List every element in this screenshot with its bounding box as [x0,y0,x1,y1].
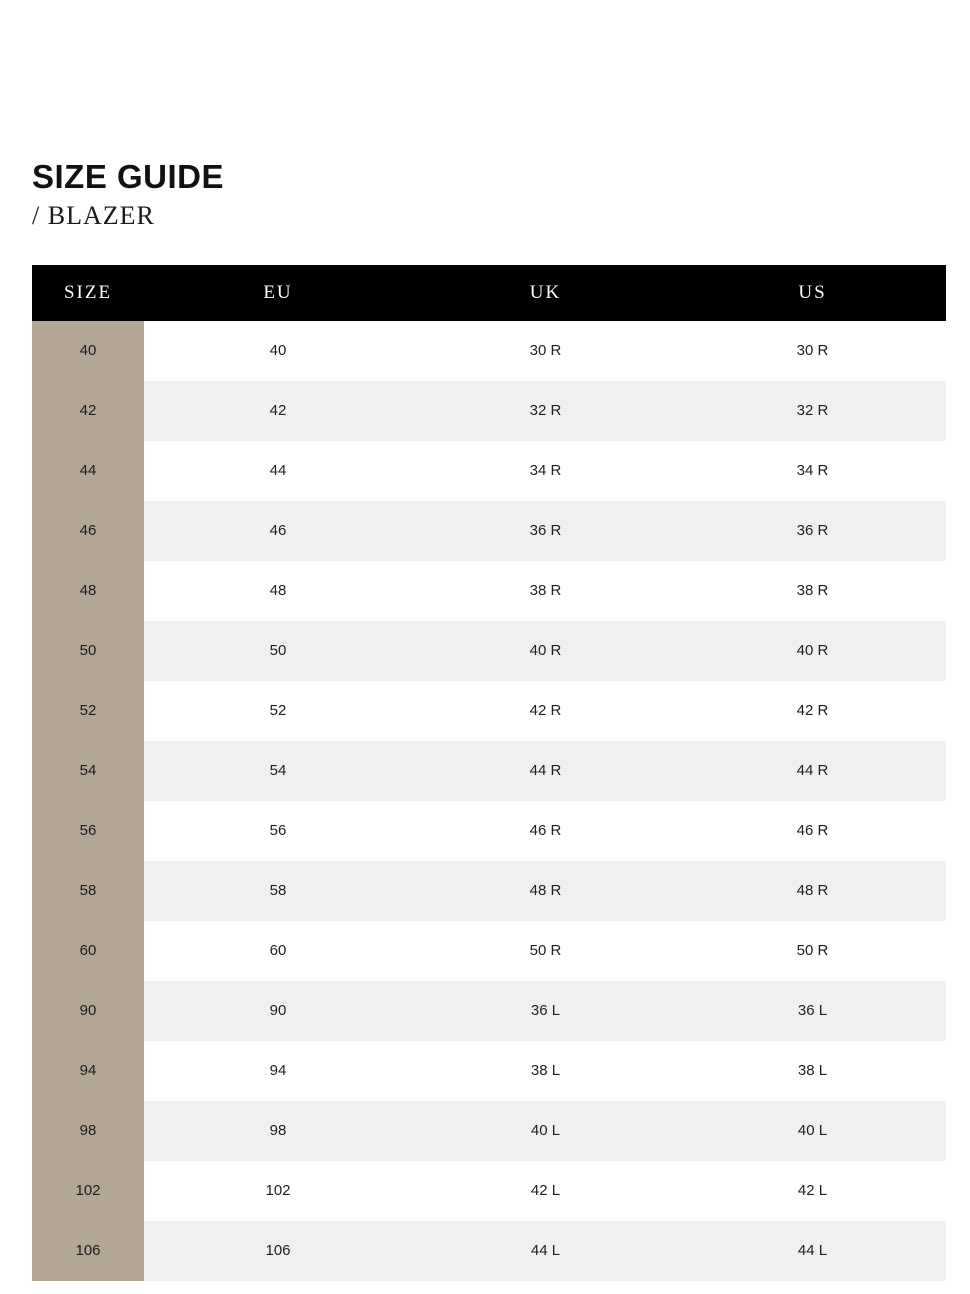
cell-uk: 34 R [412,441,679,501]
cell-size: 106 [32,1221,144,1281]
cell-size: 94 [32,1041,144,1101]
cell-eu: 60 [144,921,412,981]
cell-us: 44 L [679,1221,946,1281]
cell-size: 44 [32,441,144,501]
cell-uk: 32 R [412,381,679,441]
cell-us: 46 R [679,801,946,861]
cell-us: 38 L [679,1041,946,1101]
column-header-size: SIZE [32,265,144,321]
cell-us: 34 R [679,441,946,501]
column-header-us: US [679,265,946,321]
table-row [32,741,946,801]
size-table-body [32,321,946,1281]
cell-eu: 56 [144,801,412,861]
table-header-row [32,265,946,321]
cell-us: 42 L [679,1161,946,1221]
cell-us: 44 R [679,741,946,801]
cell-eu: 44 [144,441,412,501]
table-row [32,441,946,501]
table-row [32,1041,946,1101]
cell-us: 32 R [679,381,946,441]
cell-us: 38 R [679,561,946,621]
cell-eu: 42 [144,381,412,441]
page-header [32,0,938,231]
cell-size: 60 [32,921,144,981]
cell-eu: 58 [144,861,412,921]
cell-size: 98 [32,1101,144,1161]
size-table-head [32,265,946,321]
cell-size: 40 [32,321,144,381]
cell-uk: 44 L [412,1221,679,1281]
size-table-container [32,265,938,1281]
table-row [32,1161,946,1221]
cell-size: 48 [32,561,144,621]
cell-uk: 44 R [412,741,679,801]
cell-eu: 102 [144,1161,412,1221]
cell-eu: 50 [144,621,412,681]
cell-us: 36 L [679,981,946,1041]
cell-eu: 94 [144,1041,412,1101]
cell-us: 40 L [679,1101,946,1161]
table-row [32,321,946,381]
cell-uk: 46 R [412,801,679,861]
cell-uk: 48 R [412,861,679,921]
cell-uk: 36 R [412,501,679,561]
cell-uk: 40 L [412,1101,679,1161]
table-row [32,381,946,441]
cell-us: 40 R [679,621,946,681]
table-row [32,681,946,741]
cell-eu: 46 [144,501,412,561]
cell-size: 102 [32,1161,144,1221]
cell-size: 58 [32,861,144,921]
cell-size: 90 [32,981,144,1041]
cell-eu: 40 [144,321,412,381]
page-subtitle: / BLAZER [32,200,155,230]
cell-eu: 106 [144,1221,412,1281]
table-row [32,1221,946,1281]
page-title: SIZE GUIDE [32,158,225,195]
cell-uk: 36 L [412,981,679,1041]
cell-us: 48 R [679,861,946,921]
cell-uk: 42 R [412,681,679,741]
cell-us: 42 R [679,681,946,741]
cell-size: 50 [32,621,144,681]
cell-us: 50 R [679,921,946,981]
cell-size: 52 [32,681,144,741]
table-row [32,561,946,621]
cell-uk: 50 R [412,921,679,981]
column-header-uk: UK [412,265,679,321]
cell-eu: 90 [144,981,412,1041]
table-row [32,621,946,681]
table-row [32,801,946,861]
column-header-eu: EU [144,265,412,321]
cell-us: 30 R [679,321,946,381]
size-table [32,265,946,1281]
table-row [32,861,946,921]
cell-eu: 48 [144,561,412,621]
cell-eu: 98 [144,1101,412,1161]
cell-uk: 38 L [412,1041,679,1101]
cell-size: 54 [32,741,144,801]
cell-uk: 30 R [412,321,679,381]
cell-eu: 52 [144,681,412,741]
cell-uk: 38 R [412,561,679,621]
cell-uk: 42 L [412,1161,679,1221]
cell-eu: 54 [144,741,412,801]
table-row [32,501,946,561]
table-row [32,1101,946,1161]
cell-size: 56 [32,801,144,861]
cell-size: 42 [32,381,144,441]
cell-us: 36 R [679,501,946,561]
cell-uk: 40 R [412,621,679,681]
table-row [32,921,946,981]
cell-size: 46 [32,501,144,561]
table-row [32,981,946,1041]
